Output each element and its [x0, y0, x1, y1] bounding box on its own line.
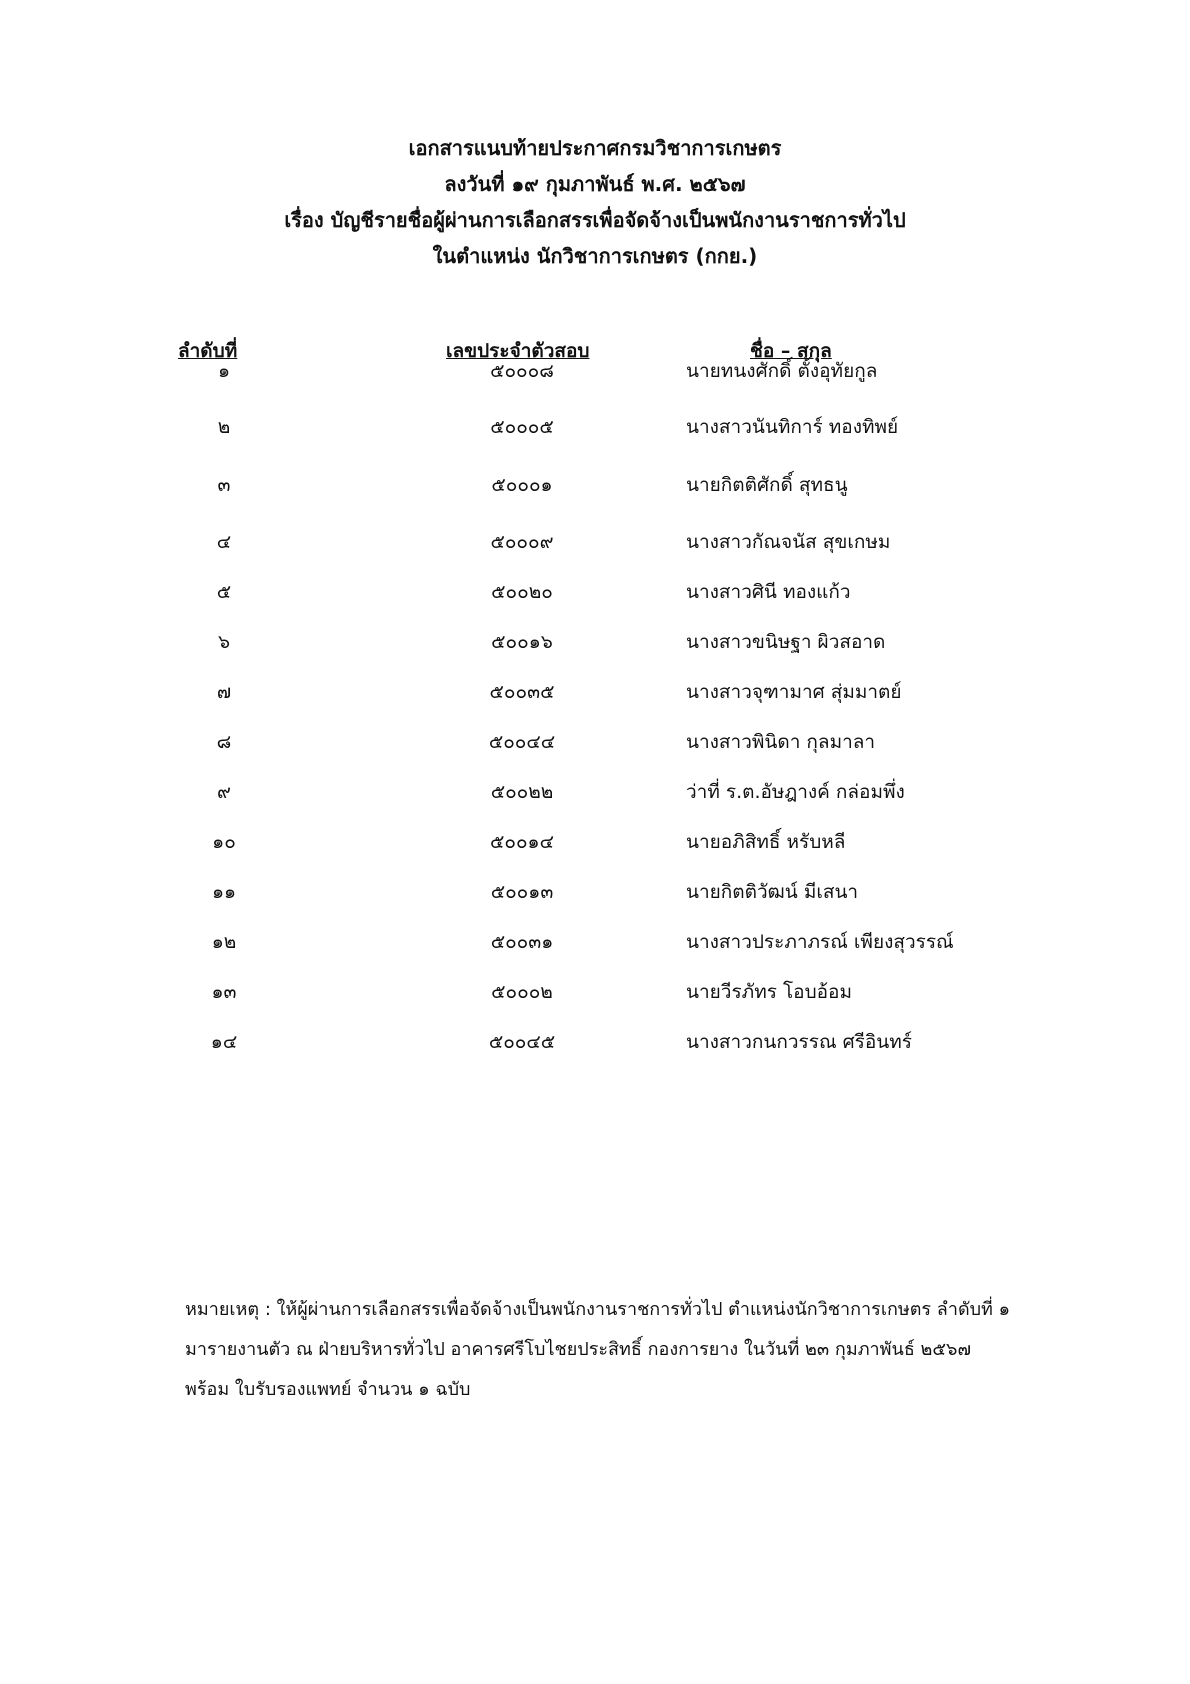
row-exam-id: ๕๐๐๒๐ — [491, 581, 553, 603]
row-order: ๙ — [217, 781, 231, 803]
column-header-name: ชื่อ – สกุล — [750, 340, 832, 362]
row-exam-id: ๕๐๐๐๘ — [490, 360, 554, 382]
row-order: ๑๐ — [212, 831, 236, 853]
row-exam-id: ๕๐๐๐๕ — [490, 416, 554, 438]
row-order: ๑๓ — [211, 981, 237, 1003]
header-subject: เรื่อง บัญชีรายชื่อผู้ผ่านการเลือกสรรเพื่อจัดจ้างเป็นพนักงานราชการทั่วไป — [284, 208, 906, 232]
table-row — [0, 527, 1190, 567]
row-name: นายอภิสิทธิ์ หรับหลี — [686, 831, 846, 853]
row-name: นางสาวศินี ทองแก้ว — [686, 581, 851, 603]
table-row — [0, 877, 1190, 917]
row-name: นายกิตติวัฒน์ มีเสนา — [686, 881, 859, 903]
table-row — [0, 412, 1190, 452]
row-exam-id: ๕๐๐๑๖ — [491, 631, 553, 653]
remark-note — [185, 1290, 1085, 1410]
table-row — [0, 977, 1190, 1017]
row-order: ๗ — [216, 681, 232, 703]
document-header — [0, 130, 1190, 274]
row-name: นางสาวนันทิการ์ ทองทิพย์ — [686, 416, 899, 438]
column-header-exam-id: เลขประจำตัวสอบ — [446, 340, 590, 362]
row-order: ๖ — [217, 631, 231, 653]
table-row — [0, 827, 1190, 867]
table-row — [0, 1027, 1190, 1067]
row-exam-id: ๕๐๐๒๒ — [490, 781, 554, 803]
remark-line: หมายเหตุ : ให้ผู้ผ่านการเลือกสรรเพื่อจัดจ้างเป็นพนักงานราชการทั่วไป ตำแหน่งนักวิชาการเกษตร ลำดับที่ ๑ — [185, 1299, 1011, 1320]
row-order: ๘ — [216, 731, 232, 753]
row-order: ๕ — [216, 581, 232, 603]
row-name: นางสาวขนิษฐา ผิวสอาด — [686, 631, 886, 653]
row-order: ๑๒ — [211, 931, 237, 953]
row-name: นางสาวกัณจนัส สุขเกษม — [686, 531, 891, 553]
remark-line: พร้อม ใบรับรองแพทย์ จำนวน ๑ ฉบับ — [185, 1379, 471, 1400]
row-exam-id: ๕๐๐๐๙ — [490, 531, 554, 553]
row-order: ๒ — [217, 416, 231, 438]
row-name: นางสาวพินิดา กุลมาลา — [686, 731, 876, 753]
row-name: นางสาวประภาภรณ์ เพียงสุวรรณ์ — [686, 931, 954, 953]
table-row — [0, 927, 1190, 967]
row-order: ๑๑ — [211, 881, 237, 903]
row-exam-id: ๕๐๐๓๑ — [490, 931, 554, 953]
header-date: ลงวันที่ ๑๙ กุมภาพันธ์ พ.ศ. ๒๕๖๗ — [444, 172, 746, 196]
row-exam-id: ๕๐๐๓๕ — [489, 681, 555, 703]
remark-line: มารายงานตัว ณ ฝ่ายบริหารทั่วไป อาคารศรีโบไชยประสิทธิ์ กองการยาง ในวันที่ ๒๓ กุมภาพันธ์ ๒๕๖๗ — [185, 1339, 971, 1360]
row-exam-id: ๕๐๐๐๒ — [491, 981, 553, 1003]
row-name: นายกิตติศักดิ์ สุทธนู — [686, 474, 848, 496]
row-exam-id: ๕๐๐๔๕ — [488, 1031, 556, 1053]
header-position: ในตำแหน่ง นักวิชาการเกษตร (กกย.) — [432, 244, 758, 268]
table-row — [0, 627, 1190, 667]
row-exam-id: ๕๐๐๑๓ — [490, 881, 554, 903]
table-row — [0, 777, 1190, 817]
row-order: ๓ — [217, 474, 231, 496]
row-order: ๔ — [216, 531, 232, 553]
table-row — [0, 356, 1190, 396]
row-name: นายทนงศักดิ์ ตั้งอุทัยกูล — [686, 360, 878, 382]
column-header-order: ลำดับที่ — [178, 340, 238, 362]
row-exam-id: ๕๐๐๑๔ — [489, 831, 554, 853]
row-exam-id: ๕๐๐๔๔ — [488, 731, 556, 753]
row-name: นางสาวจุฑามาศ สุ่มมาตย์ — [686, 681, 902, 703]
row-name: ว่าที่ ร.ต.อัษฎางค์ กล่อมพึ่ง — [686, 781, 905, 803]
row-name: นายวีรภัทร โอบอ้อม — [686, 981, 852, 1003]
row-name: นางสาวกนกวรรณ ศรีอินทร์ — [686, 1031, 913, 1053]
table-row — [0, 727, 1190, 767]
header-title: เอกสารแนบท้ายประกาศกรมวิชาการเกษตร — [408, 136, 782, 160]
table-row — [0, 577, 1190, 617]
row-order: ๑ — [217, 360, 231, 382]
row-order: ๑๔ — [210, 1031, 238, 1053]
row-exam-id: ๕๐๐๐๑ — [491, 474, 553, 496]
table-row — [0, 677, 1190, 717]
table-row — [0, 470, 1190, 510]
